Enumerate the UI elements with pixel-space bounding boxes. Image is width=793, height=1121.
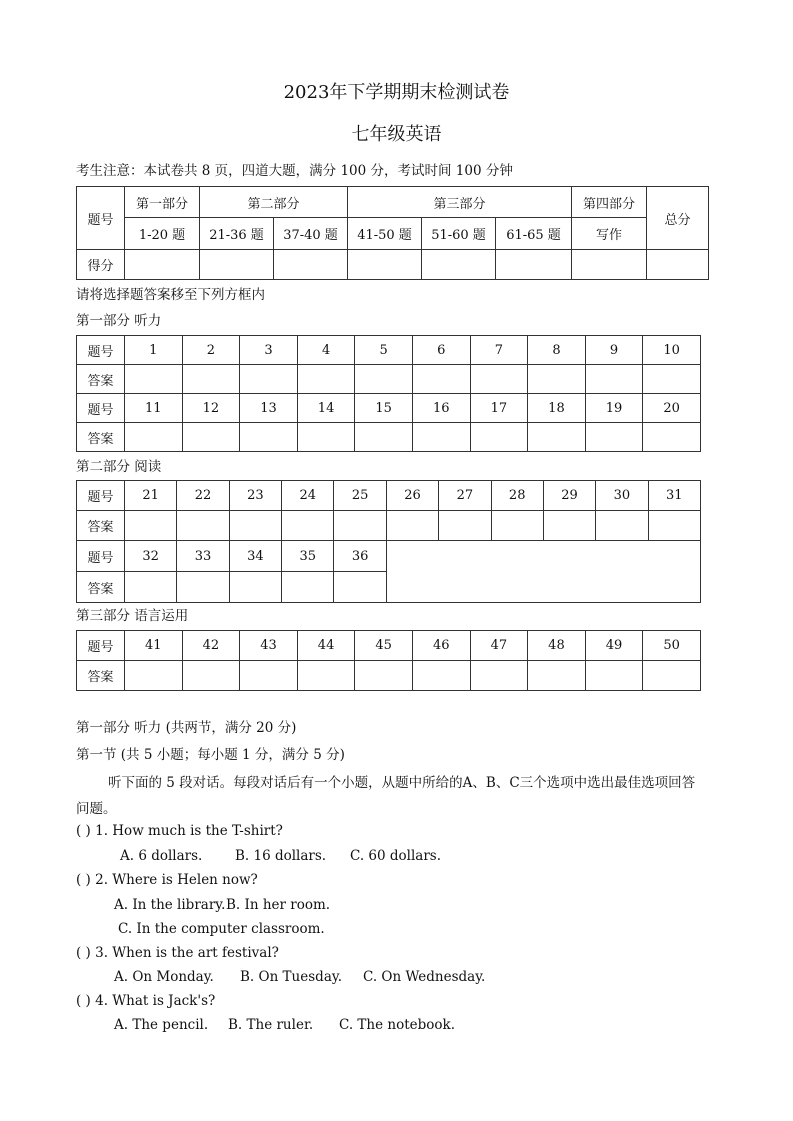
question-3-option-c[interactable]: C. On Wednesday.	[363, 969, 486, 985]
score-row-label: 得分	[77, 250, 125, 280]
exam-title: 2023年下学期期末检测试卷	[283, 82, 510, 103]
qno-cell: 23	[229, 481, 281, 511]
part2-answer-table	[76, 480, 701, 603]
qno-cell: 34	[229, 541, 281, 572]
qno-cell: 14	[297, 394, 355, 423]
qno-label: 题号	[77, 541, 125, 572]
answer-cell[interactable]	[125, 572, 177, 603]
answer-cell[interactable]	[470, 365, 528, 394]
answer-cell[interactable]	[412, 661, 470, 691]
qno-cell: 41	[125, 631, 183, 661]
instructions-line-1: 听下面的 5 段对话。每段对话后有一个小题，从题中所给的A、B、C三个选项中选出最佳选项回答	[108, 775, 696, 791]
range-cell: 51-60 题	[422, 218, 496, 250]
qno-cell: 45	[355, 631, 413, 661]
question-4-option-c[interactable]: C. The notebook.	[339, 1017, 456, 1033]
part-header: 第一部分	[125, 187, 200, 218]
answer-cell[interactable]	[182, 423, 240, 452]
qno-cell: 17	[470, 394, 528, 423]
answer-cell[interactable]	[543, 511, 595, 541]
score-cell[interactable]	[348, 250, 422, 280]
answer-cell[interactable]	[470, 661, 528, 691]
answer-cell[interactable]	[355, 365, 413, 394]
qno-cell: 5	[355, 336, 413, 365]
qno-label: 题号	[77, 336, 125, 365]
qno-cell: 4	[297, 336, 355, 365]
part2-title: 第二部分 阅读	[76, 459, 162, 475]
answer-cell[interactable]	[470, 423, 528, 452]
score-qno-label: 题号	[77, 187, 125, 250]
qno-cell: 7	[470, 336, 528, 365]
answer-cell[interactable]	[282, 572, 334, 603]
answer-cell[interactable]	[229, 511, 281, 541]
answer-cell[interactable]	[240, 423, 298, 452]
answer-cell[interactable]	[643, 423, 701, 452]
range-cell: 37-40 题	[274, 218, 348, 250]
answer-cell[interactable]	[182, 661, 240, 691]
answer-cell[interactable]	[643, 661, 701, 691]
answer-cell[interactable]	[491, 511, 543, 541]
answer-cell[interactable]	[177, 511, 229, 541]
answer-cell[interactable]	[585, 661, 643, 691]
qno-cell: 47	[470, 631, 528, 661]
qno-cell: 1	[125, 336, 183, 365]
qno-cell: 44	[297, 631, 355, 661]
qno-cell: 2	[182, 336, 240, 365]
answer-cell[interactable]	[240, 365, 298, 394]
score-cell[interactable]	[647, 250, 709, 280]
exam-notice: 考生注意：本试卷共 8 页，四道大题，满分 100 分，考试时间 100 分钟	[76, 163, 513, 179]
question-1-option-a[interactable]: A. 6 dollars.	[120, 848, 203, 864]
qno-cell: 10	[643, 336, 701, 365]
question-2-option-a[interactable]: A. In the library.	[114, 897, 226, 913]
answer-cell[interactable]	[334, 511, 386, 541]
qno-cell: 48	[528, 631, 586, 661]
answer-cell[interactable]	[282, 511, 334, 541]
answer-cell[interactable]	[297, 661, 355, 691]
answer-label: 答案	[77, 511, 125, 541]
qno-cell: 27	[439, 481, 491, 511]
listening-subsection-title: 第一节 (共 5 小题；每小题 1 分，满分 5 分)	[76, 747, 345, 763]
answer-cell[interactable]	[528, 423, 586, 452]
qno-cell: 11	[125, 394, 183, 423]
exam-subtitle: 七年级英语	[351, 124, 442, 145]
answer-cell[interactable]	[240, 661, 298, 691]
answer-cell[interactable]	[585, 423, 643, 452]
answer-cell[interactable]	[229, 572, 281, 603]
qno-cell: 9	[585, 336, 643, 365]
question-4-option-b[interactable]: B. The ruler.	[228, 1017, 314, 1033]
qno-cell: 16	[412, 394, 470, 423]
range-cell: 41-50 题	[348, 218, 422, 250]
range-cell: 1-20 题	[125, 218, 200, 250]
qno-cell: 18	[528, 394, 586, 423]
qno-cell: 42	[182, 631, 240, 661]
qno-label: 题号	[77, 631, 125, 661]
answer-cell[interactable]	[596, 511, 648, 541]
qno-cell: 24	[282, 481, 334, 511]
qno-cell: 22	[177, 481, 229, 511]
score-cell[interactable]	[200, 250, 274, 280]
qno-cell: 30	[596, 481, 648, 511]
answer-label: 答案	[77, 423, 125, 452]
question-2-option-c[interactable]: C. In the computer classroom.	[118, 921, 325, 937]
part1-title: 第一部分 听力	[76, 313, 162, 329]
answer-cell[interactable]	[528, 661, 586, 691]
qno-cell: 28	[491, 481, 543, 511]
question-2-option-b[interactable]: B. In her room.	[226, 897, 331, 913]
qno-cell: 31	[648, 481, 700, 511]
range-cell: 61-65 题	[496, 218, 572, 250]
score-cell[interactable]	[422, 250, 496, 280]
question-4-option-a[interactable]: A. The pencil.	[114, 1017, 209, 1033]
answer-cell[interactable]	[125, 511, 177, 541]
question-1-option-c[interactable]: C. 60 dollars.	[350, 848, 442, 864]
answer-cell[interactable]	[648, 511, 700, 541]
qno-cell: 21	[125, 481, 177, 511]
score-cell[interactable]	[274, 250, 348, 280]
answer-cell[interactable]	[412, 423, 470, 452]
qno-cell: 19	[585, 394, 643, 423]
qno-cell: 43	[240, 631, 298, 661]
qno-cell: 46	[412, 631, 470, 661]
answer-cell[interactable]	[125, 661, 183, 691]
answer-cell[interactable]	[355, 423, 413, 452]
qno-cell: 6	[412, 336, 470, 365]
qno-cell: 35	[282, 541, 334, 572]
range-cell: 写作	[572, 218, 647, 250]
part-header: 第三部分	[348, 187, 572, 218]
qno-cell: 20	[643, 394, 701, 423]
part-header: 第二部分	[200, 187, 348, 218]
score-cell[interactable]	[125, 250, 200, 280]
score-cell[interactable]	[572, 250, 647, 280]
qno-cell: 3	[240, 336, 298, 365]
answer-cell[interactable]	[643, 365, 701, 394]
question-4-stem: ( ) 4. What is Jack's?	[76, 993, 216, 1009]
answer-cell[interactable]	[355, 661, 413, 691]
answer-cell[interactable]	[528, 365, 586, 394]
score-cell[interactable]	[496, 250, 572, 280]
qno-cell: 49	[585, 631, 643, 661]
empty-block	[386, 541, 700, 603]
qno-cell: 29	[543, 481, 595, 511]
answer-cell[interactable]	[439, 511, 491, 541]
qno-label: 题号	[77, 394, 125, 423]
answer-cell[interactable]	[125, 365, 183, 394]
qno-cell: 26	[386, 481, 438, 511]
answer-label: 答案	[77, 572, 125, 603]
answer-cell[interactable]	[297, 423, 355, 452]
qno-cell: 12	[182, 394, 240, 423]
answer-label: 答案	[77, 365, 125, 394]
move-answers-note: 请将选择题答案移至下列方框内	[76, 287, 265, 303]
qno-cell: 32	[125, 541, 177, 572]
qno-cell: 25	[334, 481, 386, 511]
part1-answer-table	[76, 335, 701, 452]
score-table	[76, 186, 709, 280]
answer-cell[interactable]	[585, 365, 643, 394]
answer-cell[interactable]	[177, 572, 229, 603]
question-2-stem: ( ) 2. Where is Helen now?	[76, 872, 258, 888]
total-score-label: 总分	[647, 187, 709, 250]
question-1-option-b[interactable]: B. 16 dollars.	[235, 848, 327, 864]
answer-cell[interactable]	[297, 365, 355, 394]
question-3-stem: ( ) 3. When is the art festival?	[76, 945, 279, 961]
instructions-line-2: 问题。	[76, 801, 117, 817]
qno-cell: 50	[643, 631, 701, 661]
answer-cell[interactable]	[334, 572, 386, 603]
qno-cell: 13	[240, 394, 298, 423]
question-3-option-a[interactable]: A. On Monday.	[114, 969, 214, 985]
answer-cell[interactable]	[412, 365, 470, 394]
answer-cell[interactable]	[386, 511, 438, 541]
answer-cell[interactable]	[125, 423, 183, 452]
part-header: 第四部分	[572, 187, 647, 218]
question-3-option-b[interactable]: B. On Tuesday.	[240, 969, 342, 985]
qno-cell: 15	[355, 394, 413, 423]
answer-label: 答案	[77, 661, 125, 691]
part3-answer-table	[76, 630, 701, 691]
question-1-stem: ( ) 1. How much is the T-shirt?	[76, 823, 283, 839]
qno-cell: 36	[334, 541, 386, 572]
part3-title: 第三部分 语言运用	[76, 608, 189, 624]
qno-label: 题号	[77, 481, 125, 511]
qno-cell: 33	[177, 541, 229, 572]
listening-section-title: 第一部分 听力 (共两节，满分 20 分)	[76, 720, 297, 736]
range-cell: 21-36 题	[200, 218, 274, 250]
qno-cell: 8	[528, 336, 586, 365]
answer-cell[interactable]	[182, 365, 240, 394]
